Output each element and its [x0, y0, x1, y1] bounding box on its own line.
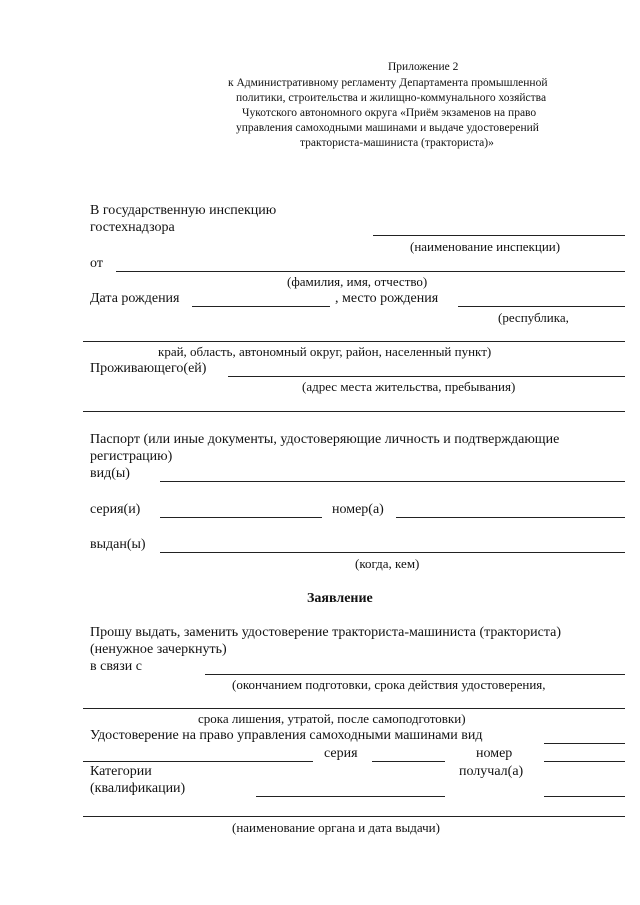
license-series-label: серия [324, 746, 358, 761]
inspection-name-field[interactable] [373, 235, 625, 236]
received-field[interactable] [544, 796, 625, 797]
authority-hint: (наименование органа и дата выдачи) [232, 820, 440, 835]
header-line-2: к Административному регламенту Департамента промышленной [228, 77, 548, 89]
license-type-field[interactable] [544, 743, 625, 744]
authority-field[interactable] [83, 816, 625, 817]
passport-line-1: Паспорт (или иные документы, удостоверяющие личность и подтверждающие [90, 432, 560, 447]
reason-hint-1: (окончанием подготовки, срока действия удостоверения, [232, 677, 546, 692]
address-field-2[interactable] [83, 411, 625, 412]
from-label: от [90, 256, 103, 271]
birthplace-field[interactable] [458, 306, 625, 307]
qualification-label: (квалификации) [90, 781, 186, 796]
doc-issued-field[interactable] [160, 552, 625, 553]
address-hint: (адрес места жительства, пребывания) [302, 379, 516, 394]
doc-number-field[interactable] [396, 517, 625, 518]
reason-hint-2: срока лишения, утратой, после самоподготовки) [198, 711, 466, 726]
doc-type-label: вид(ы) [90, 466, 130, 481]
dob-field[interactable] [192, 306, 330, 307]
doc-series-label: серия(и) [90, 502, 141, 517]
doc-issued-hint: (когда, кем) [355, 556, 420, 571]
license-series-field[interactable] [372, 761, 445, 762]
license-type-field-2[interactable] [83, 761, 313, 762]
region-hint: край, область, автономный округ, район, населенный пункт) [158, 344, 492, 359]
header-line-4: Чукотского автономного округа «Приём экзаменов на право [242, 107, 537, 119]
header-line-1: Приложение 2 [388, 61, 459, 73]
doc-type-field[interactable] [160, 481, 625, 482]
residing-label: Проживающего(ей) [90, 361, 207, 376]
addressee-line-1: В государственную инспекцию [90, 203, 277, 218]
license-number-field[interactable] [544, 761, 625, 762]
doc-issued-label: выдан(ы) [90, 537, 146, 552]
birthplace-field-2[interactable] [83, 341, 625, 342]
full-name-field[interactable] [116, 271, 625, 272]
header-line-6: тракториста-машиниста (тракториста)» [300, 137, 494, 149]
header-line-5: управления самоходными машинами и выдаче удостоверений [236, 122, 539, 134]
statement-line-1: Прошу выдать, заменить удостоверение тракториста-машиниста (тракториста) [90, 625, 562, 640]
reason-label: в связи с [90, 659, 142, 674]
statement-line-2: (ненужное зачеркнуть) [90, 642, 227, 657]
doc-series-field[interactable] [160, 517, 322, 518]
reason-field-2[interactable] [83, 708, 625, 709]
addressee-line-2: гостехнадзора [90, 220, 175, 235]
doc-number-label: номер(а) [332, 502, 384, 517]
inspection-name-hint: (наименование инспекции) [410, 239, 561, 254]
republic-hint: (республика, [498, 310, 569, 325]
categories-field[interactable] [256, 796, 445, 797]
received-label: получал(а) [459, 764, 524, 779]
license-label: Удостоверение на право управления самоходными машинами вид [90, 728, 483, 743]
statement-title: Заявление [307, 591, 373, 606]
address-field[interactable] [228, 376, 625, 377]
license-number-label: номер [476, 746, 513, 761]
categories-label: Категории [90, 764, 152, 779]
reason-field[interactable] [205, 674, 625, 675]
birthplace-label: , место рождения [335, 291, 439, 306]
full-name-hint: (фамилия, имя, отчество) [287, 274, 428, 289]
header-line-3: политики, строительства и жилищно-коммунального хозяйства [236, 92, 547, 104]
dob-label: Дата рождения [90, 291, 180, 306]
passport-line-2: регистрацию) [90, 449, 173, 464]
